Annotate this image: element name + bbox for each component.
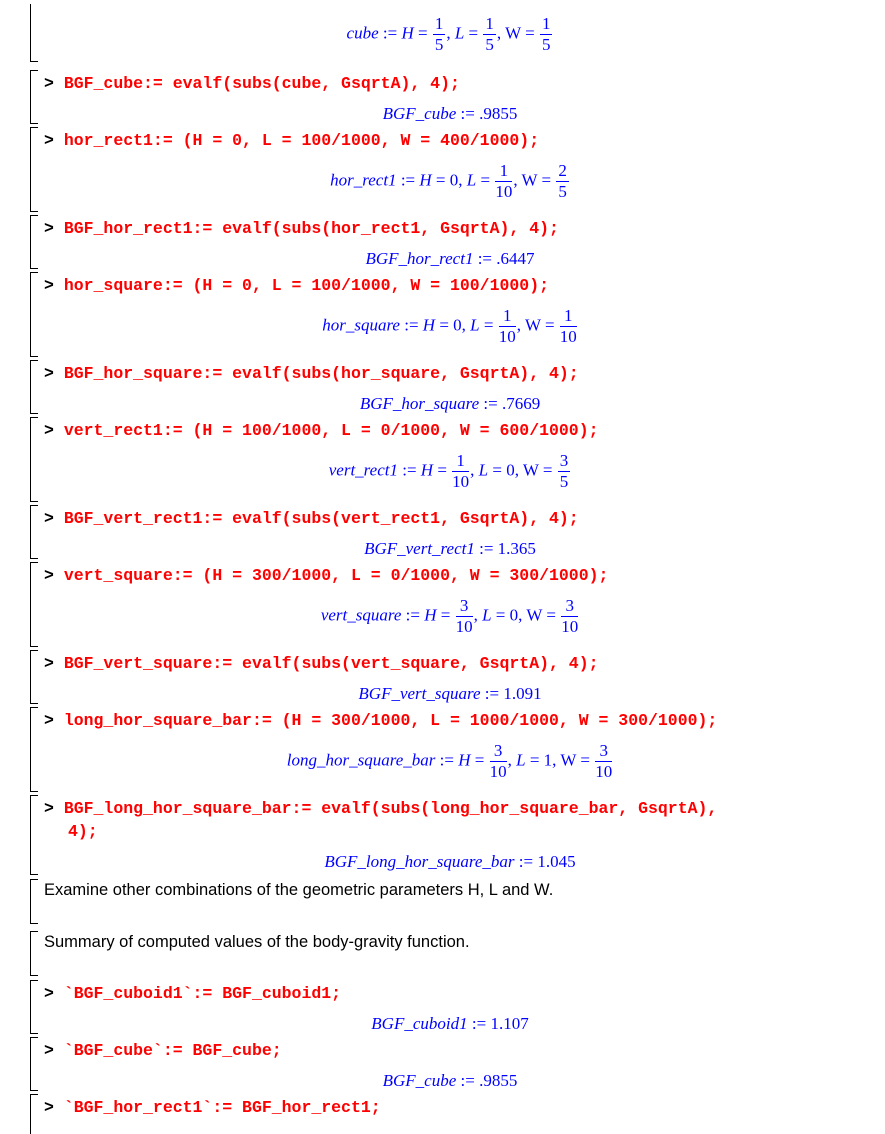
- exec-group-bgf-cube: [30, 70, 870, 124]
- output-bgf-long-hor-square-bar: BGF_long_hor_square_bar := 1.045: [324, 852, 576, 871]
- output-long-hor-square-bar: long_hor_square_bar := H = $\frac{3}{10}$ , L = 1, W = $\frac{3}{10}$: [286, 741, 613, 781]
- exec-group-long-hor-square-bar: [30, 707, 870, 792]
- exec-group-bgf-hor-rect1: [30, 215, 870, 269]
- exec-group-hor-square: [30, 272, 870, 357]
- output-bgf-hor-square: BGF_hor_square := .7669: [359, 394, 541, 413]
- input-line[interactable]: > hor_rect1:= (H = 0, L = 100/1000, W = 400/1000);: [44, 131, 540, 150]
- input-line[interactable]: > BGF_hor_square:= evalf(subs(hor_square, GsqrtA), 4);: [44, 364, 579, 383]
- group-bracket[interactable]: [30, 1094, 38, 1134]
- input-line[interactable]: > BGF_hor_rect1:= evalf(subs(hor_rect1, GsqrtA), 4);: [44, 219, 559, 238]
- exec-group-bgf-hor-square: [30, 360, 870, 414]
- text-paragraph[interactable]: Examine other combinations of the geometric parameters H, L and W.: [44, 881, 554, 899]
- output-vert-square: vert_square := H = $\frac{3}{10}$ , L = 0, W = $\frac{3}{10}$: [320, 596, 579, 636]
- input-line[interactable]: > long_hor_square_bar:= (H = 300/1000, L = 1000/1000, W = 300/1000);: [44, 711, 718, 730]
- output-group-cube: [30, 4, 870, 62]
- exec-group-bgf-vert-square: [30, 650, 870, 704]
- output-summary-cuboid1: BGF_cuboid1 := 1.107: [371, 1014, 529, 1033]
- text-paragraph[interactable]: Summary of computed values of the body-gravity function.: [44, 933, 470, 951]
- exec-group-summary-hor-rect1: [30, 1094, 870, 1134]
- input-line-continuation[interactable]: 4);: [68, 822, 98, 841]
- group-bracket[interactable]: [30, 931, 38, 976]
- text-group-summary: [30, 931, 870, 976]
- exec-group-vert-square: [30, 562, 870, 647]
- output-bgf-hor-rect1: BGF_hor_rect1 := .6447: [365, 249, 535, 268]
- exec-group-vert-rect1: [30, 417, 870, 502]
- text-group-examine: [30, 879, 870, 924]
- exec-group-hor-rect1: [30, 127, 870, 212]
- input-line[interactable]: > hor_square:= (H = 0, L = 100/1000, W = 100/1000);: [44, 276, 549, 295]
- input-line[interactable]: > BGF_cube:= evalf(subs(cube, GsqrtA), 4);: [44, 74, 460, 93]
- input-line[interactable]: > `BGF_hor_rect1`:= BGF_hor_rect1;: [44, 1098, 381, 1117]
- exec-group-summary-cuboid1: [30, 980, 870, 1034]
- output-hor-rect1: hor_rect1 := H = 0, L = $\frac{1}{10}$ , W = $\frac{2}{5}$: [330, 161, 567, 201]
- output-cube: cube := H = $\frac{1}{5}$ , L = $\frac{1}{5}$ , W = $\frac{1}{5}$: [346, 14, 551, 54]
- input-line[interactable]: > vert_rect1:= (H = 100/1000, L = 0/1000, W = 600/1000);: [44, 421, 599, 440]
- output-bgf-cube: BGF_cube := .9855: [382, 104, 518, 123]
- output-bgf-vert-rect1: BGF_vert_rect1 := 1.365: [364, 539, 536, 558]
- input-line[interactable]: > `BGF_cube`:= BGF_cube;: [44, 1041, 282, 1060]
- output-vert-rect1: vert_rect1 := H = $\frac{1}{10}$ , L = 0, W = $\frac{3}{5}$: [328, 451, 569, 491]
- exec-group-bgf-long-hor-square-bar: [30, 795, 870, 875]
- group-bracket[interactable]: [30, 879, 38, 924]
- exec-group-summary-cube: [30, 1037, 870, 1091]
- input-line[interactable]: > BGF_vert_square:= evalf(subs(vert_square, GsqrtA), 4);: [44, 654, 599, 673]
- output-hor-square: hor_square := H = 0, L = $\frac{1}{10}$ , W = $\frac{1}{10}$: [322, 306, 577, 346]
- exec-group-bgf-vert-rect1: [30, 505, 870, 559]
- input-line[interactable]: > `BGF_cuboid1`:= BGF_cuboid1;: [44, 984, 342, 1003]
- output-summary-cube: BGF_cube := .9855: [382, 1071, 518, 1090]
- input-line[interactable]: > BGF_vert_rect1:= evalf(subs(vert_rect1, GsqrtA), 4);: [44, 509, 579, 528]
- output-bgf-vert-square: BGF_vert_square := 1.091: [358, 684, 542, 703]
- input-line[interactable]: > vert_square:= (H = 300/1000, L = 0/1000, W = 300/1000);: [44, 566, 609, 585]
- input-line[interactable]: > BGF_long_hor_square_bar:= evalf(subs(long_hor_square_bar, GsqrtA),: [44, 799, 718, 818]
